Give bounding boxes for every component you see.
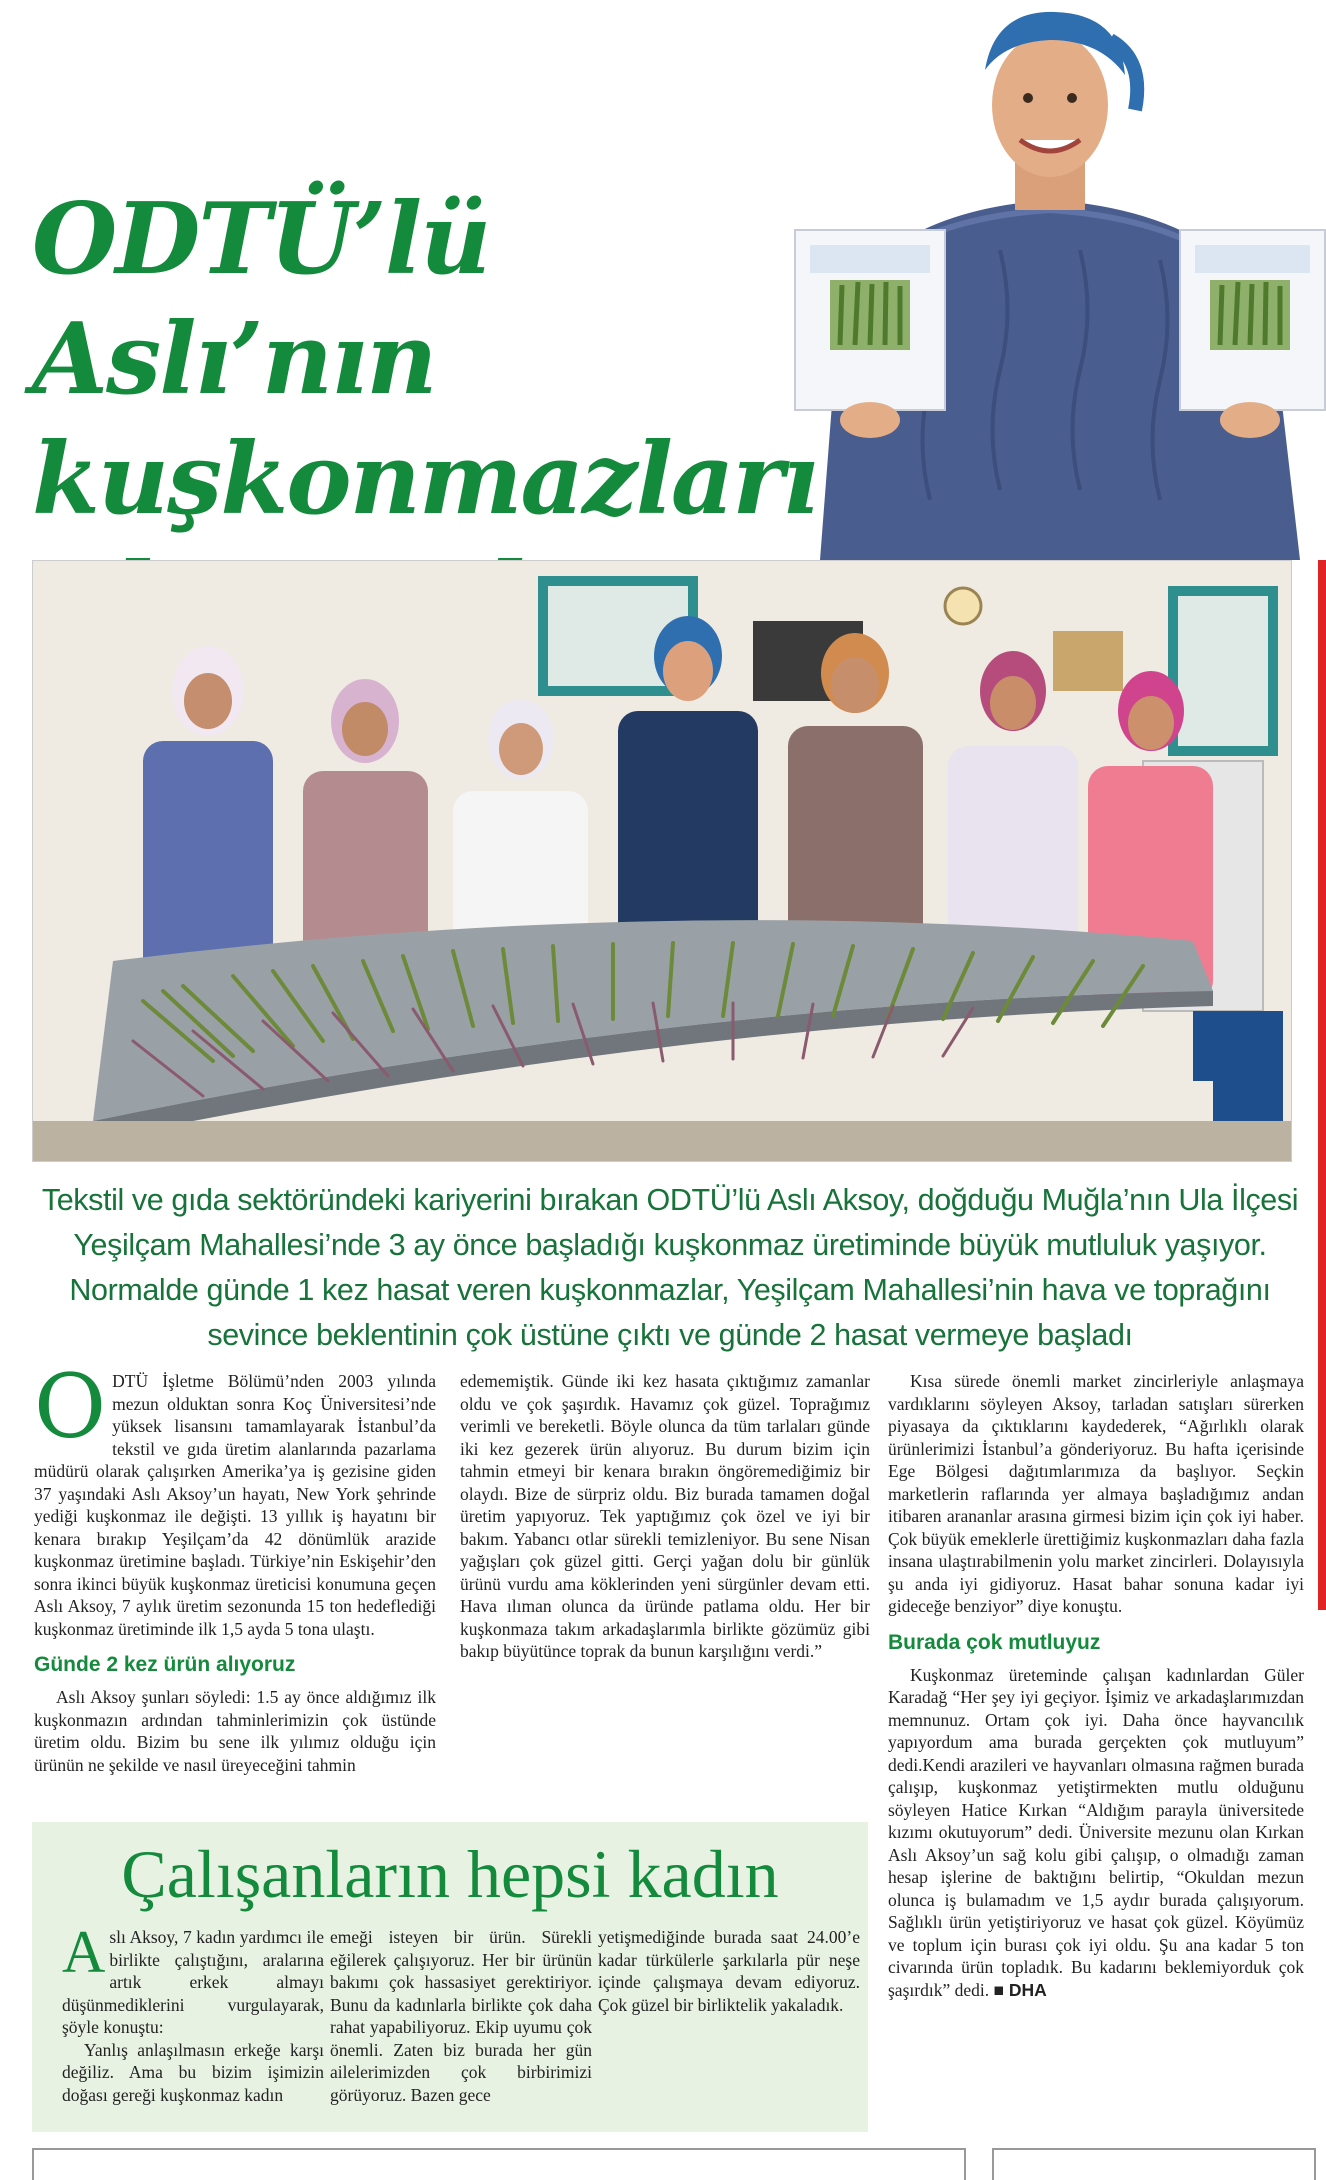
- continued-paragraph: edememiştik. Günde iki kez hasata çıktığımız zamanlar oldu ve çok şaşırdık. Havamız çok güzel. Toprağımız verimli ve bereketli. Böyle olunca da tüm tarlaları günde iki kez gezerek ürün alıyoruz. Bu durum bizim için tahmin etmeyi bir kenara bırakın öngöremediğimiz bir olaydı. Bize de sürpriz oldu. Biz burada tamamen doğal üretim yapıyoruz. Tek yaptığımız çok özel ve iyi bir bakım. Yabancı otlar sürekli temizleniyor. Bu sene Nisan yağışları çok güzel gitti. Gerçi yağan dolu bir günlük ürünü vurdu ama köklerinden yeni sürgünler devam etti. Hava ılıman olunca da üründe patlama oldu. Her bir kuşkonmaza takım arkadaşlarımla birlikte gözümüz gibi bakıp büyütünce toprak da bunun karşılığını verdi.”: [460, 1371, 870, 1661]
- box-paragraph-1: [62, 1919, 324, 2039]
- article-paragraph-3: Kısa sürede önemli market zincirleriyle anlaşmaya vardıklarını söyleyen Aksoy, tarladan satışları sürerken piyasaya da çıktıklarını kaydederek, “Ağırlıklı olarak ürünlerimizi İstanbul’a gönderiyoruz. Bu hafta içerisinde Ege Bölgesi dağıtımlarımıza da başlıyor. Seçkin marketlerin raflarında yer almaya başladığımız andan itibaren arananlar arasına girmesi bizim için çok iyi haber. Çok büyük emeklerle ürettiğimiz kuşkonmazları daha fazla insana ulaştırabilmenin yolu market zincirleri. Dolayısıyla şu anda iyi gidiyoruz. Hasat bahar sonuna kadar iyi gideceğe benziyor” diye konuştu.: [888, 1371, 1304, 1616]
- bottom-frame-right: [992, 2148, 1316, 2180]
- box-p1-text: slı Aksoy, 7 kadın yardımcı ile birlikte çalıştığını, aralarına artık erkek almayı düşünmediklerini vurgulayarak, şöyle konuştu:: [62, 1927, 324, 2037]
- box-column-3: [598, 1926, 860, 2016]
- subhead-burada-cok-mutluyuz: Burada çok mutluyuz: [888, 1630, 1101, 1654]
- article-paragraph-1: [34, 1355, 436, 1640]
- box-paragraph-2: Yanlış anlaşılmasın erkeğe karşı değiliz. Ama bu bizim işimizin doğası gereği kuşkonmaz kadın: [62, 2039, 324, 2105]
- bottom-frame-left: [32, 2148, 966, 2180]
- headline-line-1: ODTÜ’lü Aslı’nın: [32, 182, 490, 417]
- article-column-3: [888, 1370, 1304, 2001]
- dropcap-a: A: [62, 1919, 106, 1985]
- subhead-gunde-2-kez: Günde 2 kez ürün alıyoruz: [34, 1653, 296, 1676]
- article-p1-text: DTÜ İşletme Bölümü’nden 2003 yılında mezun olduktan sonra Koç Üniversitesi’nde yüksek lisansını tamamlayarak İstanbul’da tekstil ve gıda üretim alanlarında pazarlama müdürü olarak çalışırken Amerika’ya iş gezisine giden 37 yaşındaki Aslı Aksoy’un hayatı, New York şehrinde yediği kuşkonmaz ile değişti. 13 yıllık iş hayatını bir kenara bırakıp Yeşilçam’da 42 dönümlük arazide kuşkonmaz üretimine başladı. Türkiye’nin Eskişehir’den sonra ikinci büyük kuşkonmaz üreticisi konumuna geçen Aslı Aksoy, 7 aylık üretim sezonunda 15 ton hedeflediği kuşkonmaz üretiminde ilk 1,5 ayda 5 tona ulaştı.: [34, 1371, 436, 1639]
- article-paragraph-4: [888, 1664, 1304, 2002]
- continued-paragraph: emeği isteyen bir ürün. Sürekli eğilerek çalışıyoruz. Her bir ürünün bakımı çok hassasiyet gerektiriyor. Bunu da kadınlarla birlikte çok daha rahat yapabiliyoruz. Ekip uyumu çok önemli. Zaten biz burada her gün ailelerimizden çok birbirimizi görüyoruz. Bazen gece: [330, 1927, 592, 2105]
- source-dha: ■ DHA: [993, 1979, 1047, 2000]
- continued-paragraph: yetişmediğinde burada saat 24.00’e kadar türkülerle şarkılarla pür neşe içinde çalışmaya devam ediyoruz. Çok güzel bir birliktelik yakaladık.: [598, 1927, 860, 2015]
- box-title: Çalışanların hepsi kadın: [121, 1836, 779, 1912]
- box-column-2: [330, 1926, 592, 2106]
- article-paragraph-2: Aslı Aksoy şunları söyledi: 1.5 ay önce aldığımız ilk kuşkonmazın ardından tahminlerimizin çok üstünde üretim oldu. Bizim bu sene ilk yılımız olduğu için ürünün ne şekilde ve nasıl üreyeceğini tahmin: [34, 1687, 436, 1775]
- main-photo-workers: [32, 560, 1292, 1162]
- lead-paragraph: Tekstil ve gıda sektöründeki kariyerini bırakan ODTÜ’lü Aslı Aksoy, doğduğu Muğla’nın Ula İlçesi Yeşilçam Mahallesi’nde 3 ay önce başladığı kuşkonmaz üretiminde büyük mutluluk yaşıyor. Normalde günde 1 kez hasat veren kuşkonmazlar, Yeşilçam Mahallesi’nin hava ve toprağını sevince beklentinin çok üstüne çıktı ve günde 2 hasat vermeye başladı: [41, 1183, 1299, 1352]
- sidebar-box: [32, 1822, 868, 2132]
- headline-line-2: kuşkonmazları: [32, 422, 818, 537]
- box-column-1: [62, 1919, 324, 2106]
- article-column-1: [34, 1355, 436, 1776]
- article-p4-text: Kuşkonmaz üreteminde çalışan kadınlardan Güler Karadağ “Her şey iyi geçiyor. İşimiz ve arkadaşlarımızdan memnunuz. Ortam çok iyi. Daha önce hayvancılık yapıyordum ama burada gerçekten çok mutluyum” dedi.Kendi arazileri ve hayvanları olmasına rağmen burada çalışıp, kuşkonmaz yetiştirmekten mutlu olduğunu söyleyen Hatice Kırkan “Aldığım parayla üniversitede kızımı okutuyorum” dedi. Üniversite mezunu olan Kırkan Aslı Aksoy’un sağ kolu gibi çalışıp, o olmadığı zaman hesap işlerine de baktığını belirtip, “Okuldan mezun olunca iş bulamadım ve 1,5 aydır burada çalışıyorum. Sağlıklı ürün yetiştiriyoruz ve hasat çok güzel. Köyümüz ve toplum için burası çok iyi oldu. Şu ana kadar 5 ton civarında ürün topladık. Bu kadarını beklemiyorduk çok şaşırdık” dedi.: [888, 1664, 1304, 2000]
- portrait-photo: [780, 0, 1326, 560]
- dropcap-o: O: [34, 1355, 107, 1458]
- article-column-2: [460, 1370, 870, 1663]
